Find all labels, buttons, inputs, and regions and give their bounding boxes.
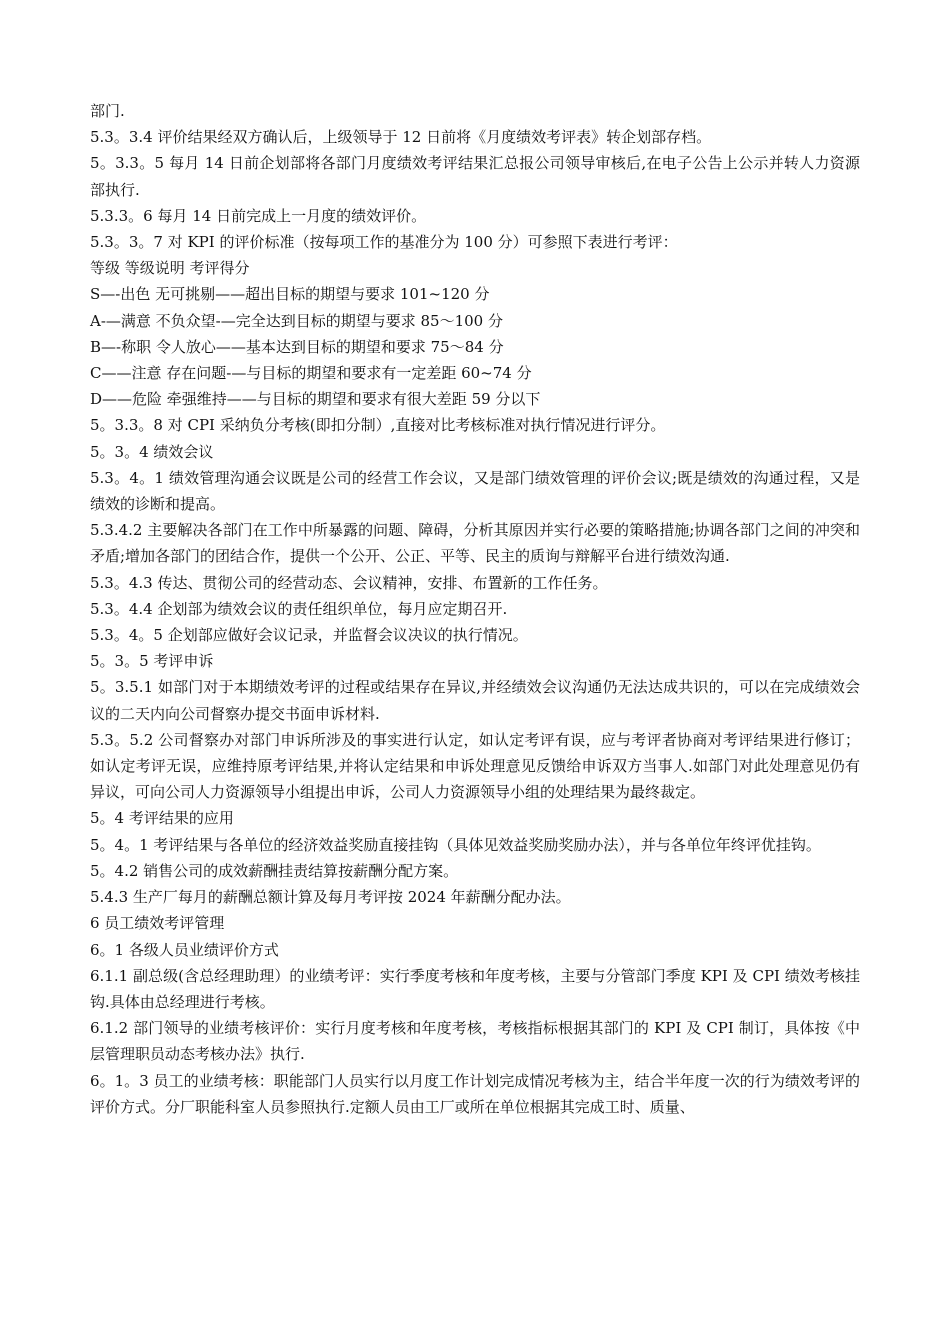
paragraph-5-3-4-1: 5.3。4。1 绩效管理沟通会议既是公司的经营工作会议，又是部门绩效管理的评价会议;既是绩效的沟通过程，又是绩效的诊断和提高。 [90,468,860,514]
grade-row-b: B—-称职 令人放心——基本达到目标的期望和要求 75～84 分 [90,337,504,356]
paragraph-5-3-3-4: 5.3。3.4 评价结果经双方确认后，上级领导于 12 日前将《月度绩效考评表》转企划部存档。 [90,128,712,147]
paragraph-5-3-3-7: 5.3。3。7 对 KPI 的评价标准（按每项工作的基准分为 100 分）可参照下表进行考评： [90,233,678,252]
grade-row-c: C——注意 存在问题-—与目标的期望和要求有一定差距 60~74 分 [90,364,532,383]
paragraph-5-3-4-5: 5.3。4。5 企划部应做好会议记录，并监督会议决议的执行情况。 [90,626,528,645]
paragraph-5-3-4-3: 5.3。4.3 传达、贯彻公司的经营动态、会议精神，安排、布置新的工作任务。 [90,573,608,592]
paragraph-6-1-3: 6。1。3 员工的业绩考核：职能部门人员实行以月度工作计划完成情况考核为主，结合半年度一次的行为绩效考评的评价方式。分厂职能科室人员参照执行.定额人员由工厂或所在单位根据其完成工时、质量、 [90,1071,860,1116]
paragraph-5-4-3: 5.4.3 生产厂每月的薪酬总额计算及每月考评按 2024 年薪酬分配办法。 [90,888,571,907]
heading-6: 6 员工绩效考评管理 [90,914,225,933]
paragraph-5-3-4-2: 5.3.4.2 主要解决各部门在工作中所暴露的问题、障碍，分析其原因并实行必要的策略措施;协调各部门之间的冲突和矛盾;增加各部门的团结合作，提供一个公开、公正、平等、民主的质询与辩解平台进行绩效沟通. [90,521,860,566]
heading-5-4: 5。4 考评结果的应用 [90,809,234,828]
heading-5-3-5: 5。3。5 考评申诉 [90,652,214,671]
paragraph-6-1-2: 6.1.2 部门领导的业绩考核评价：实行月度考核和年度考核，考核指标根据其部门的 KPI 及 CPI 制订，具体按《中层管理职员动态考核办法》执行. [90,1019,860,1064]
heading-5-3-4: 5。3。4 绩效会议 [90,442,214,461]
paragraph-5-3-3-8: 5。3.3。8 对 CPI 采纳负分考核(即扣分制）,直接对比考核标准对执行情况进行评分。 [90,416,666,435]
paragraph-6-1-1: 6.1.1 副总级(含总经理助理）的业绩考评：实行季度考核和年度考核，主要与分管部门季度 KPI 及 CPI 绩效考核挂钩.具体由总经理进行考核。 [90,966,860,1011]
grade-row-a: A-—满意 不负众望-—完全达到目标的期望与要求 85～100 分 [90,311,503,330]
grade-table-header: 等级 等级说明 考评得分 [90,259,250,278]
paragraph-5-3-3-6: 5.3.3。6 每月 14 日前完成上一月度的绩效评价。 [90,206,427,225]
paragraph-5-3-5-2: 5.3。5.2 公司督察办对部门申诉所涉及的事实进行认定，如认定考评有误，应与考评者协商对考评结果进行修订；如认定考评无误，应维持原考评结果,并将认定结果和申诉处理意见反馈给申诉双方当事人.如部门对此处理意见仍有异议，可向公司人力资源领导小组提出申诉，公司人力资源领导小组的处理结果为最终裁定。 [90,730,860,802]
document-page [90,98,860,1120]
grade-row-d: D——危险 牵强维持——与目标的期望和要求有很大差距 59 分以下 [90,390,541,409]
paragraph-dept-continuation: 部门. [90,102,125,120]
paragraph-5-4-1: 5。4。1 考评结果与各单位的经济效益奖励直接挂钩（具体见效益奖励奖励办法），并与各单位年终评优挂钩。 [90,835,821,854]
paragraph-5-4-2: 5。4.2 销售公司的成效薪酬挂责结算按薪酬分配方案。 [90,861,459,880]
paragraph-5-3-3-5: 5。3.3。5 每月 14 日前企划部将各部门月度绩效考评结果汇总报公司领导审核后,在电子公告上公示并转人力资源部执行. [90,154,860,199]
paragraph-5-3-4-4: 5.3。4.4 企划部为绩效会议的责任组织单位，每月应定期召开. [90,599,508,618]
paragraph-5-3-5-1: 5。3.5.1 如部门对于本期绩效考评的过程或结果存在异议,并经绩效会议沟通仍无法达成共识的，可以在完成绩效会议的二天内向公司督察办提交书面申诉材料. [90,678,860,723]
heading-6-1: 6。1 各级人员业绩评价方式 [90,940,279,959]
grade-row-s: S—-出色 无可挑剔——超出目标的期望与要求 101~120 分 [90,285,490,304]
